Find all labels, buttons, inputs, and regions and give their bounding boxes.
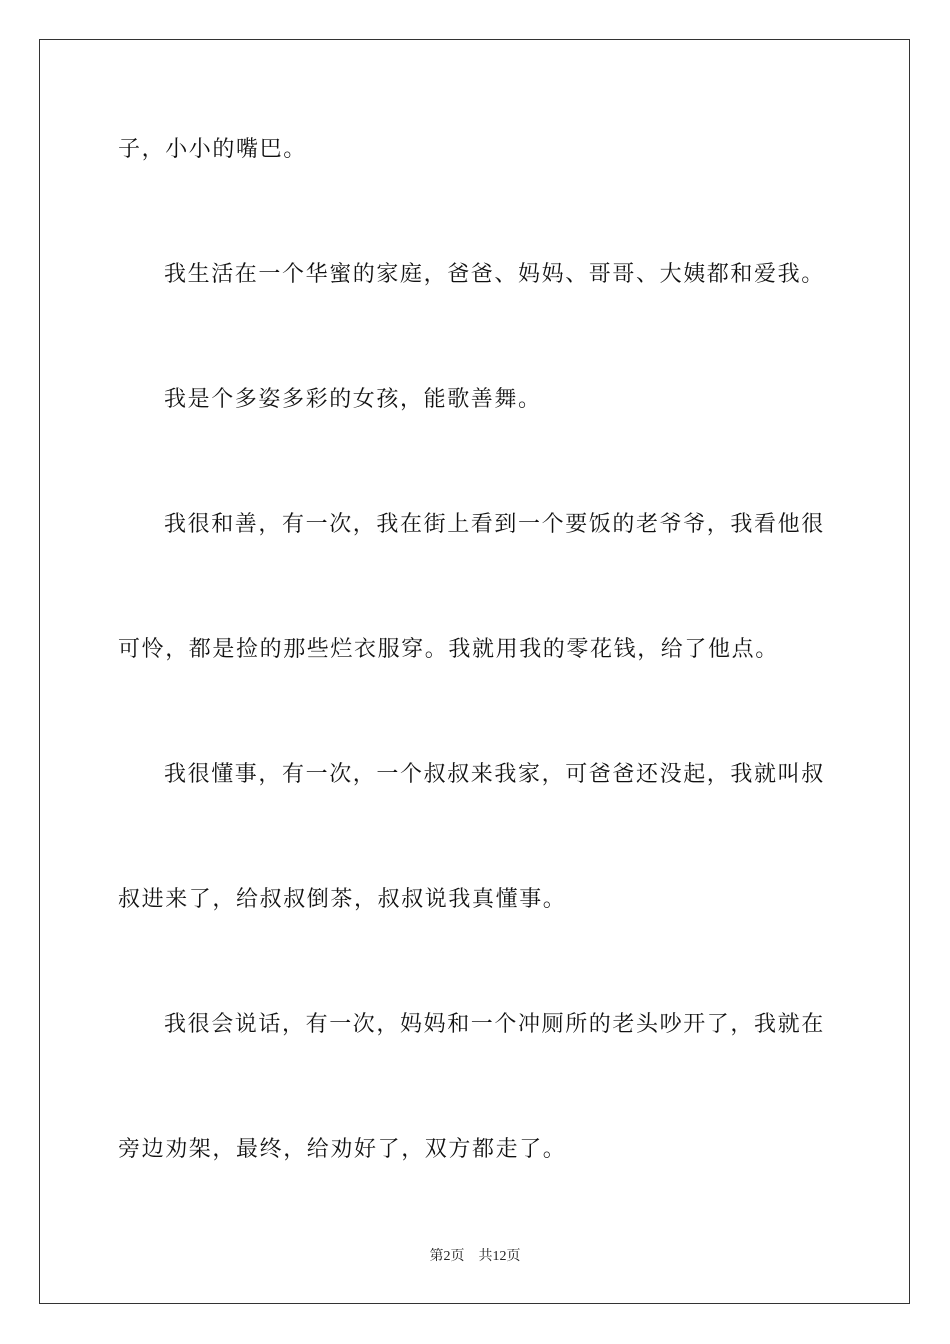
- text-line: 我很和善，有一次，我在街上看到一个要饭的老爷爷，我看他很: [164, 512, 825, 537]
- text-line: 我很懂事，有一次，一个叔叔来我家，可爸爸还没起，我就叫叔: [164, 762, 825, 787]
- text-line: 我是个多姿多彩的女孩，能歌善舞。: [164, 387, 542, 412]
- page-number-total: 共12页: [478, 1249, 521, 1264]
- text-line: 我生活在一个华蜜的家庭，爸爸、妈妈、哥哥、大姨都和爱我。: [164, 262, 825, 287]
- page-frame: [39, 39, 910, 1304]
- text-line: 我很会说话，有一次，妈妈和一个冲厕所的老头吵开了，我就在: [164, 1012, 825, 1037]
- text-line: 叔进来了，给叔叔倒茶，叔叔说我真懂事。: [118, 887, 567, 912]
- page-footer: [0, 1247, 950, 1267]
- text-line: 可怜，都是捡的那些烂衣服穿。我就用我的零花钱，给了他点。: [118, 637, 779, 662]
- page-number-current: 第2页: [429, 1249, 465, 1264]
- text-line: 旁边劝架，最终，给劝好了，双方都走了。: [118, 1137, 567, 1162]
- text-line: 子，小小的嘴巴。: [118, 137, 307, 162]
